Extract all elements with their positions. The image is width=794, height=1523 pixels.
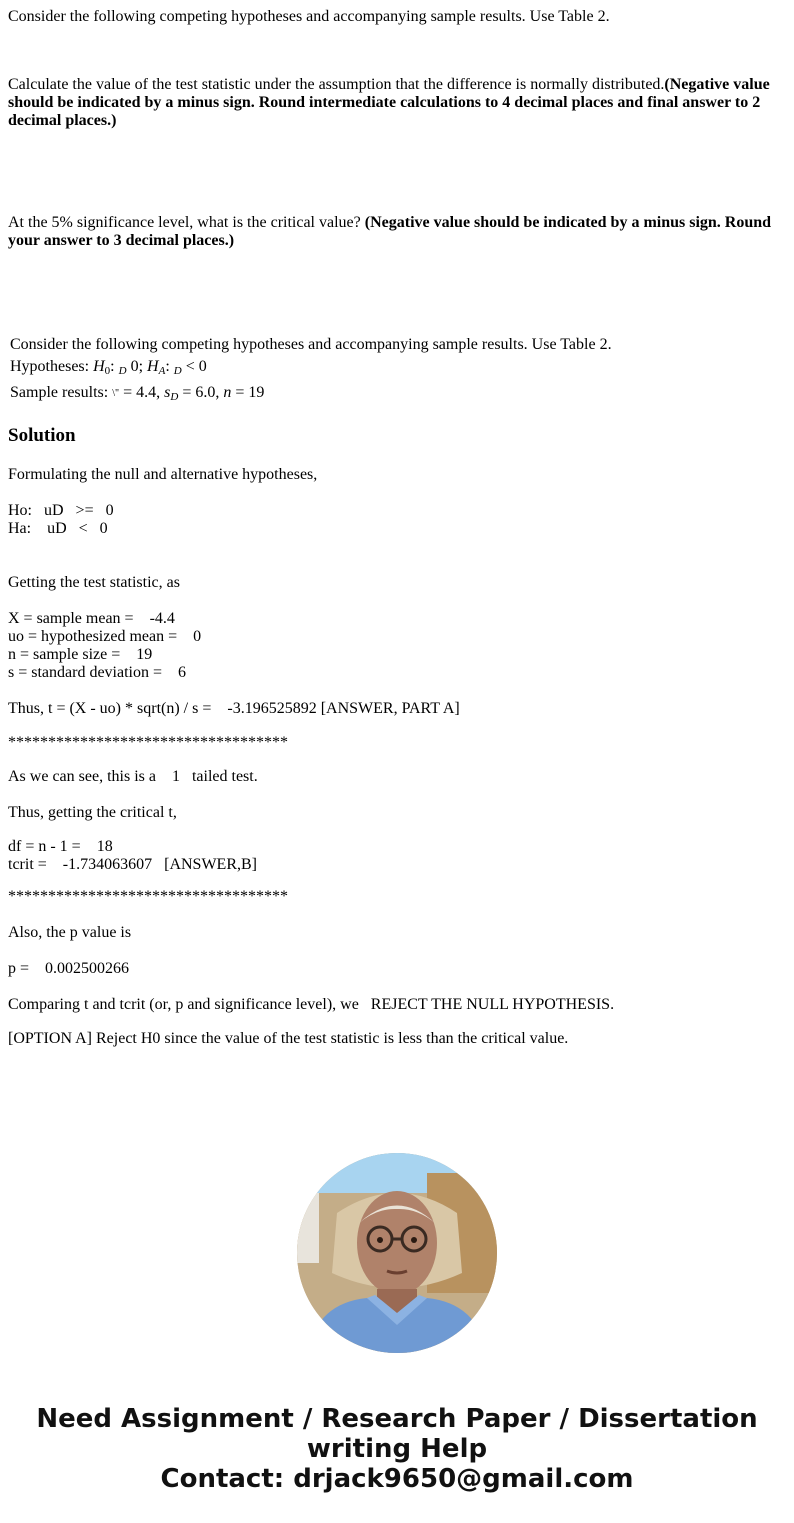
tcrit-line: tcrit = -1.734063607 [ANSWER,B] — [8, 856, 257, 873]
separator-stars-2: *********************************** — [8, 888, 288, 905]
footer-banner — [0, 1404, 794, 1494]
formulating-text: Formulating the null and alternative hypotheses, — [8, 466, 318, 483]
separator-stars-1: *********************************** — [8, 734, 288, 751]
sample-results-line — [10, 384, 612, 406]
mu-d-subscript: D — [118, 365, 127, 377]
ha-relation: < 0 — [181, 358, 207, 375]
question-part-b — [8, 214, 786, 250]
part-a-text: Calculate the value of the test statistic under the assumption that the difference is normally distributed. — [8, 76, 665, 93]
std-dev-line: s = standard deviation = 6 — [8, 664, 187, 681]
s-subscript: D — [170, 391, 179, 403]
alt-hypothesis: Ha: uD < 0 — [8, 520, 108, 537]
footer-line-2: writing Help — [306, 1434, 488, 1464]
person-photo-icon — [297, 1153, 497, 1353]
p-value-intro: Also, the p value is — [8, 924, 132, 941]
option-line: [OPTION A] Reject H0 since the value of the test statistic is less than the critical value. — [8, 1030, 569, 1047]
part-b-instructions: (Negative value should be indicated by a minus sign. Round your answer to 3 decimal places.) — [8, 214, 772, 249]
h0-relation: 0; — [126, 358, 148, 375]
df-line: df = n - 1 = 18 — [8, 838, 113, 855]
footer-line-1: Need Assignment / Research Paper / Dissertation — [36, 1404, 758, 1434]
ha-subscript: A — [158, 365, 166, 377]
part-a-instructions: (Negative value should be indicated by a minus sign. Round intermediate calculations to 4 decimal places and final answer to 2 decimal places.) — [8, 76, 770, 129]
question-intro: Consider the following competing hypotheses and accompanying sample results. Use Table 2. — [8, 8, 610, 25]
footer-contact: Contact: drjack9650@gmail.com — [160, 1464, 634, 1494]
test-stat-intro: Getting the test statistic, as — [8, 574, 180, 591]
hypotheses-label: Hypotheses: — [10, 358, 94, 375]
solution-heading: Solution — [8, 425, 76, 446]
dbar-value: = 4.4, — [119, 384, 165, 401]
mu-d-subscript-2: D — [173, 365, 182, 377]
comparison-line: Comparing t and tcrit (or, p and significance level), we REJECT THE NULL HYPOTHESIS. — [8, 996, 615, 1013]
hypotheses-line: Hypotheses: $H_0$: $_D$ 0; $H_A$: $_D$ < 0 — [10, 358, 207, 377]
author-photo — [297, 1153, 497, 1353]
p-value-line: p = 0.002500266 — [8, 960, 130, 977]
s-symbol: s — [164, 384, 171, 401]
given-intro: Consider the following competing hypotheses and accompanying sample results. Use Table 2. — [10, 336, 612, 353]
critical-t-intro: Thus, getting the critical t, — [8, 804, 177, 821]
dbar-glyph: \" — [112, 388, 120, 399]
n-value: = 19 — [231, 384, 265, 401]
question-part-a — [8, 76, 786, 130]
given-block — [10, 336, 612, 406]
ha-symbol: H — [147, 358, 159, 375]
tailed-test-line: As we can see, this is a 1 tailed test. — [8, 768, 258, 785]
sample-mean-line: X = sample mean = -4.4 — [8, 610, 175, 627]
t-stat-line: Thus, t = (X - uo) * sqrt(n) / s = -3.196525892 [ANSWER, PART A] — [8, 700, 460, 717]
h0-symbol: H — [93, 358, 105, 375]
hypothesized-mean-line: uo = hypothesized mean = 0 — [8, 628, 202, 645]
h0-subscript: 0 — [104, 365, 111, 377]
s-value: = 6.0, — [178, 384, 224, 401]
part-b-text: At the 5% significance level, what is the critical value? — [8, 214, 365, 231]
null-hypothesis: Ho: uD >= 0 — [8, 502, 114, 519]
sample-size-line: n = sample size = 19 — [8, 646, 153, 663]
sample-label: Sample results: — [10, 384, 113, 401]
n-symbol: n — [223, 384, 232, 401]
